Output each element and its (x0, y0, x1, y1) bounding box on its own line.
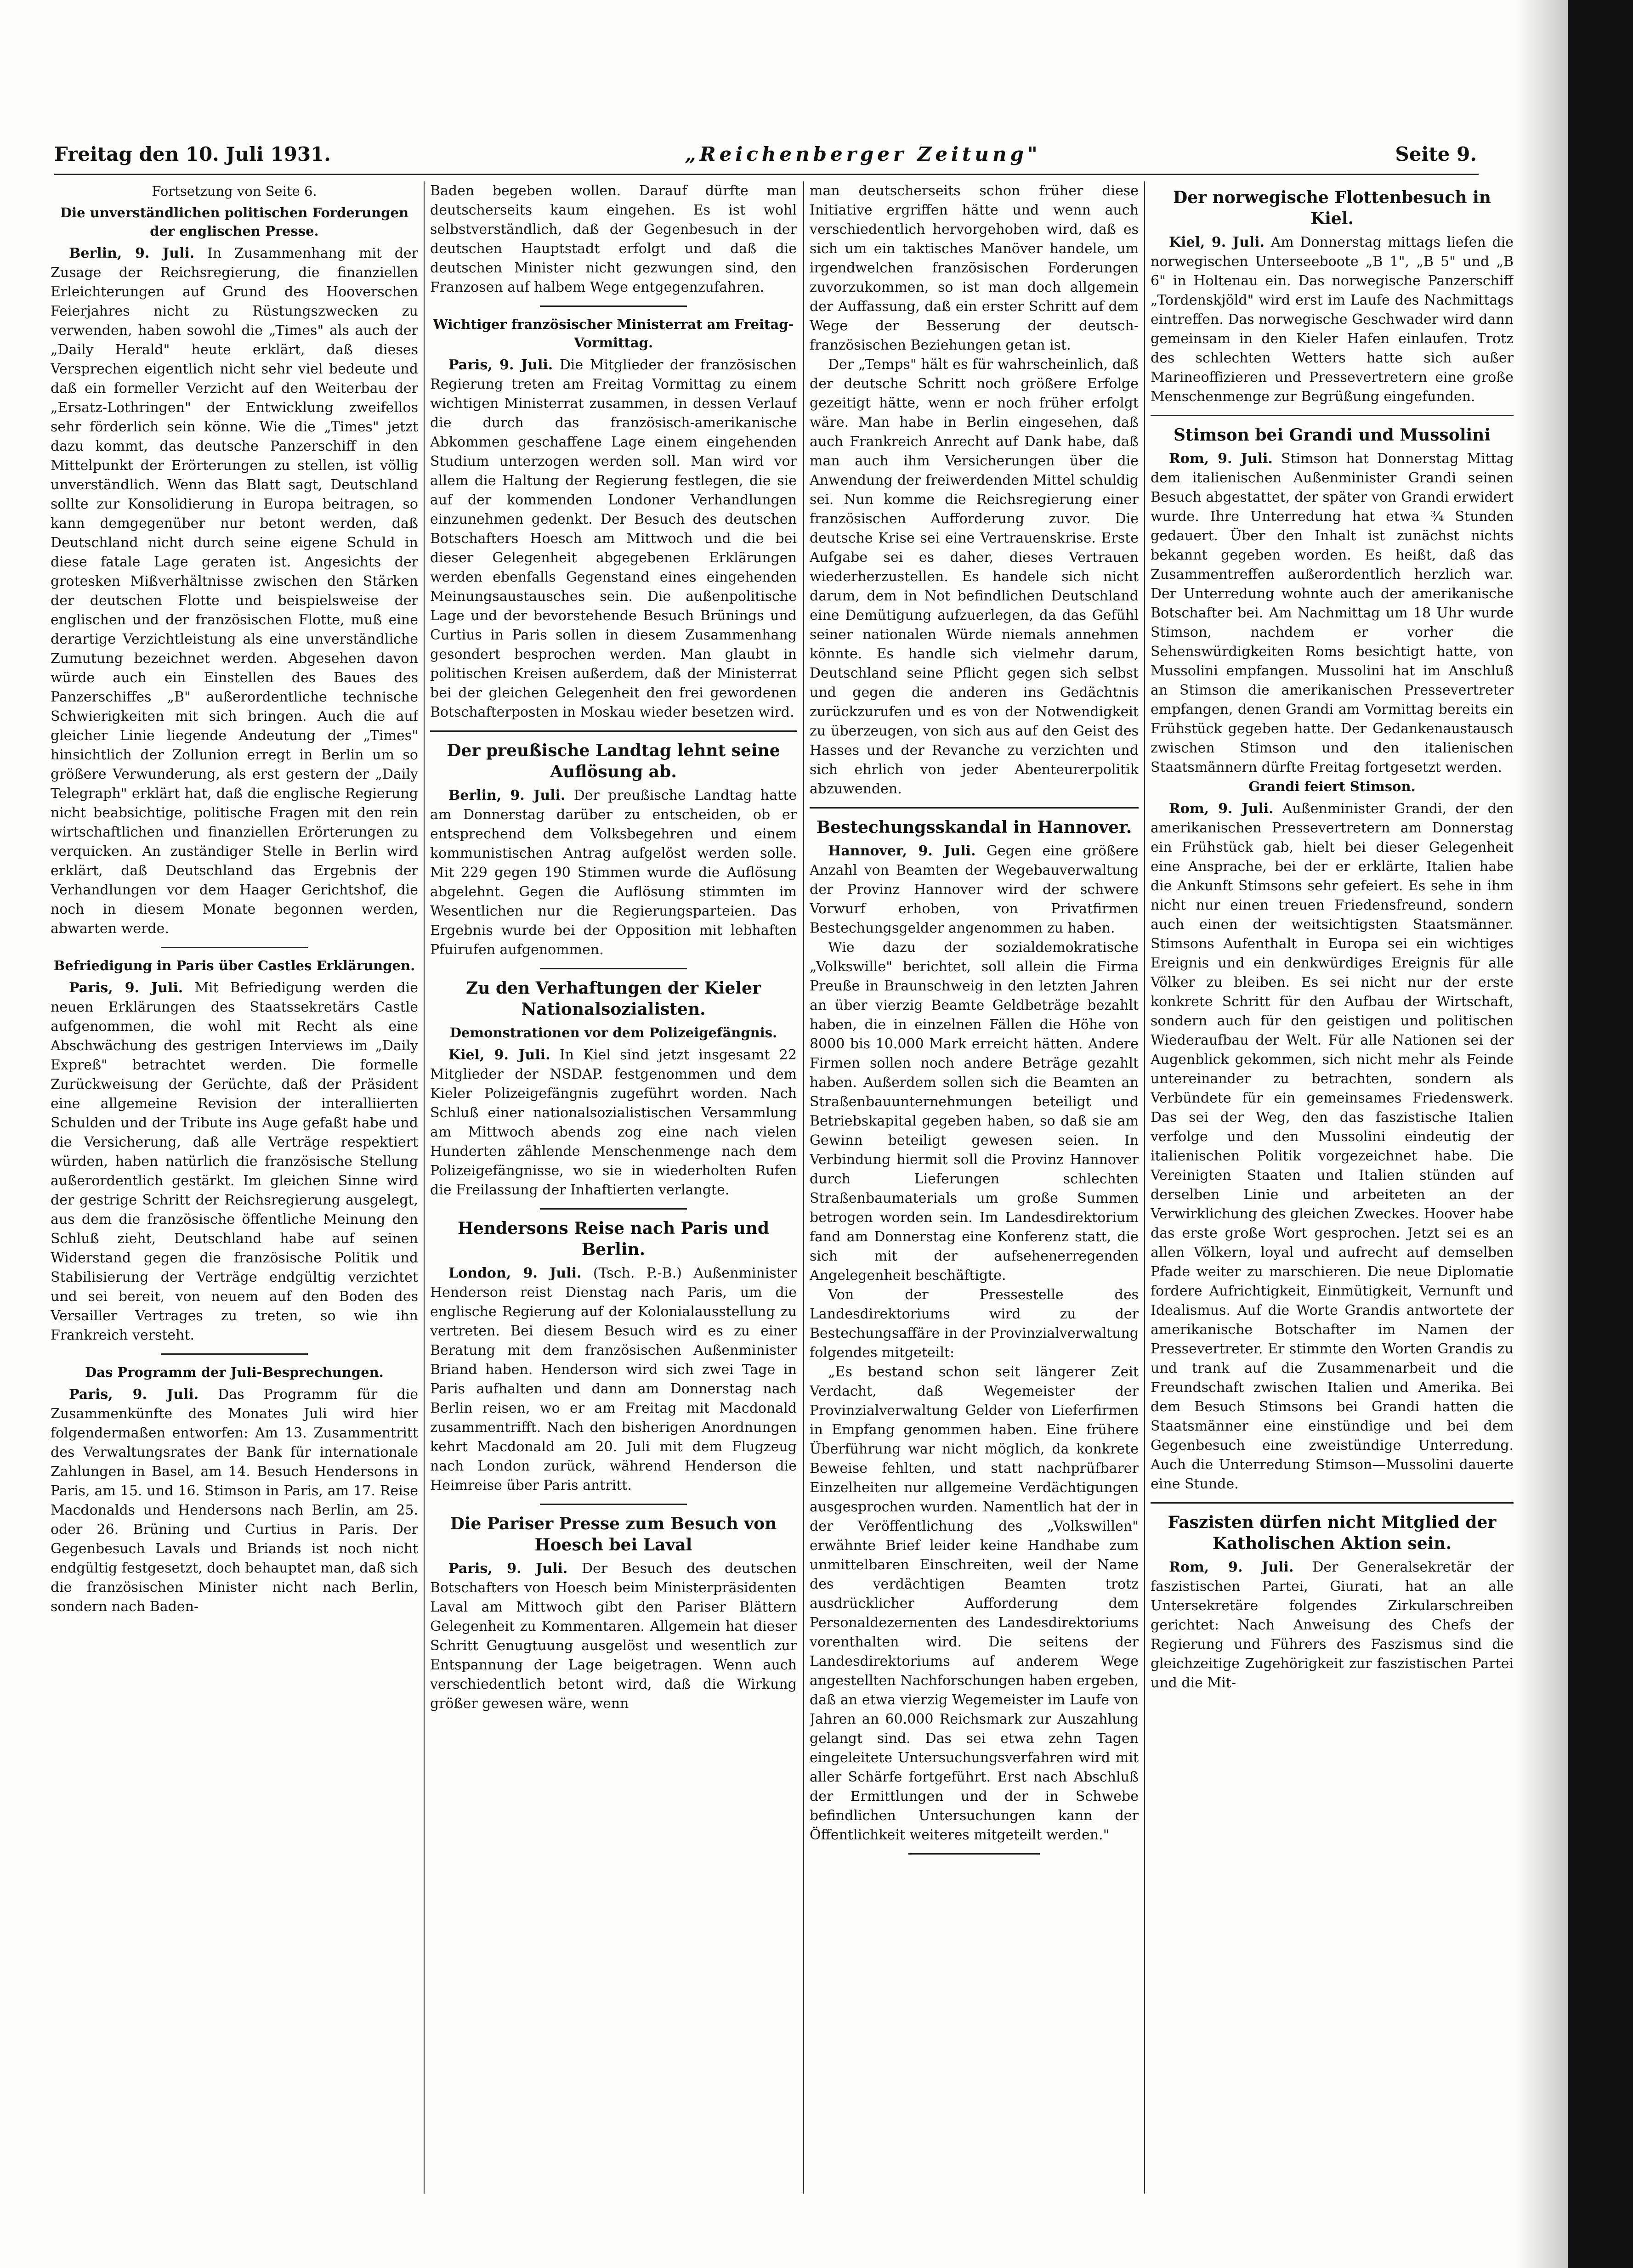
article-headline: Wichtiger französischer Ministerrat am Freitag-Vormittag. (433, 317, 794, 351)
article-headline: Die unverständlichen politischen Forderungen der englischen Presse. (60, 205, 409, 239)
article-text: Gegen eine größere Anzahl von Beamten der Wegebauverwaltung der Provinz Hannover wird der schwere Vorwurf erhoben, von Privatfirmen Bestechungsgelder angenommen zu haben. (810, 843, 1139, 936)
separator (908, 1853, 1040, 1855)
article-dateline: Rom, 9. Juli. (1169, 451, 1273, 467)
article-dateline: Berlin, 9. Juli. (448, 787, 566, 803)
article-dateline: London, 9. Juli. (448, 1265, 582, 1281)
article-paragraph (430, 356, 797, 722)
article-text: Am Donnerstag mittags liefen die norwegischen Unterseeboote „B 1", „B 5" und „B 6" in Holtenau ein. Das norwegische Panzerschiff „Tordenskjöld" wird erst im Laufe des Nachmittags eintreffen. Das norwegische Geschwader wird dann gemeinsam in den Kieler Hafen einlaufen. Trotz des schlechten Wetters hatte sich außer Marineoffizieren und Pressevertretern eine große Menschenmenge zur Begrüßung eingefunden. (1151, 234, 1514, 405)
article-text: Der Besuch des deutschen Botschafters von Hoesch beim Ministerpräsidenten Laval am Mittwoch gibt den Pariser Blättern Gelegenheit zu Kommentaren. Allgemein hat dieser Schritt Genugtuung ausgelöst und wesentlich zur Entspannung der Lage beigetragen. Wenn auch verschiedentlich betont wird, daß die Wirkung größer gewesen wäre, wenn (430, 1561, 797, 1712)
header-paper-name: „Reichenberger Zeitung" (685, 142, 1041, 165)
article-paragraph: „Es bestand schon seit längerer Zeit Verdacht, daß Wegemeister der Provinzialverwaltung Gelder von Lieferfirmen in Empfang genommen haben. Eine frühere Überführung war nicht möglich, da konkrete Beweise fehlten, und statt nachprüfbarer Einzelheiten nur allgemeine Verdächtigungen ausgesprochen wurden. Namentlich hat der in der Veröffentlichung des „Volkswillen" erwähnte Brief leider keine Handhabe zum unmittelbaren Einschreiten, weil der Name des verdächtigen Beamten trotz ausdrücklicher Aufforderung dem Personaldezernenten des Landesdirektoriums vorenthalten wird. Die seitens der Landesdirektoriums auf anderem Wege angestellten Nachforschungen haben ergeben, daß an etwa vierzig Wegemeister im Laufe von Jahren an 60.000 Reichsmark zur Auszahlung gelangt sind. Das sei etwa zehn Tagen eingeleitete Untersuchungsverfahren wird mit aller Schärfe fortgeführt. Erst nach Abschluß der Ermittlungen und der in Schwebe befindlichen Untersuchungen kann der Öffentlichkeit weiteres mitgeteilt werden." (810, 1364, 1139, 1843)
article-dateline: Rom, 9. Juli. (1169, 1559, 1294, 1575)
article-headline: Das Programm der Juli-Besprechungen. (85, 1364, 384, 1380)
article-paragraph: Wie dazu der sozialdemokratische „Volkswille" berichtet, soll allein die Firma Preuße in Braunschweig in den letzten Jahren an über vierzig Beamte Geldbeträge bezahlt haben, die in einzelnen Fällen die Höhe von 8000 bis 10.000 Mark erreicht hätten. Andere Firmen sollen noch andere Beträge gezahlt haben. Außerdem sollen sich die Beamten an Straßenbauunternehmungen beteiligt und Betriebskapital gegeben haben, so daß sie am Gewinn beteiligt gewesen seien. In Verbindung hiermit soll die Provinz Hannover durch Lieferungen schlechten Straßenbaumaterials um große Summen betrogen worden sein. Im Landesdirektorium fand am Donnerstag eine Konferenz statt, die sich mit der aufsehenerregenden Angelegenheit beschäftigte. (810, 939, 1139, 1284)
article-paragraph (430, 1046, 797, 1200)
separator (1151, 415, 1514, 416)
article-text: Der preußische Landtag hatte am Donnerstag darüber zu entscheiden, ob er entsprechend dem Volksbegehren und einem kommunistischen Antrag aufgelöst werden solle. Mit 229 gegen 190 Stimmen wurde die Auflösung abgelehnt. Gegen die Auflösung stimmten im Wesentlichen nur die Regierungsparteien. Das Ergebnis wurde bei der Opposition mit lebhaften Pfuirufen aufgenommen. (430, 787, 797, 958)
column-4 (1151, 181, 1514, 1693)
article-paragraph (51, 1385, 418, 1617)
article-headline: Bestechungsskandal in Hannover. (816, 818, 1132, 837)
article-paragraph: man deutscherseits schon früher diese Initiative ergriffen hätte und wenn auch verschiedentlich hervorgehoben wird, daß es sich um ein taktisches Manöver handele, um irgendwelchen französischen Forderungen zuvorzukommen, so ist man doch allgemein der Auffassung, daß ein erster Schritt auf dem Wege der Besserung der deutsch-französischen Beziehungen getan ist. (810, 183, 1139, 353)
separator (430, 730, 797, 732)
article-text: Außenminister Grandi, der den amerikanischen Pressevertretern am Donnerstag ein Frühstück gab, hielt bei dieser Gelegenheit eine Ansprache, bei der er erklärte, Italien habe die Ankunft Stimsons sehr gefeiert. Es sehe in ihm nicht nur einen treuen Friedensfreund, sondern auch einen der weitsichtigsten Staatsmänner. Stimsons Aufenthalt in Europa sei ein wichtiges Ereignis und ein denkwürdiges Ereignis für alle Völker zu bleiben. Es sei nicht nur der erste konkrete Schritt für den Aufbau der Wirtschaft, sondern auch für den geistigen und politischen Wiederaufbau der Welt. Für alle Nationen sei der Augenblick gekommen, sich nicht mehr als Feinde untereinander zu betrachten, sondern als Verbündete für ein gemeinsames Friedenswerk. Das sei der Weg, den das faszistische Italien verfolge und den Mussolini eindeutig der italienischen Politik vorgezeichnet habe. Die Vereinigten Staaten und Italien stünden auf derselben Linie und arbeiteten an der Verwirklichung des gleichen Zweckes. Hoover habe das erste große Wort gesprochen. Jetzt sei es an allen Völkern, loyal und aufrecht auf demselben Pfade weiter zu marschieren. Die neue Diplomatie fordere Aufrichtigkeit, Einmütigkeit, Vernunft und Idealismus. Auf die Worte Grandis antwortete der amerikanische Botschafter im Namen der Pressevertreter. Er stimmte den Worten Grandis zu und trank auf die Zusammenarbeit und die Freundschaft zwischen Italien und Amerika. Bei dem Besuch Stimsons bei Grandi hatten die Staatsmänner eine einstündige und bei dem Gegenbesuch eine zweistündige Unterredung. Auch die Unterredung Stimson—Mussolini dauerte eine Stunde. (1151, 801, 1514, 1492)
column-1 (51, 181, 418, 1617)
article-paragraph (51, 978, 418, 1345)
article-headline: Befriedigung in Paris über Castles Erklärungen. (53, 958, 415, 973)
separator (810, 807, 1139, 809)
article-text: In Zusammenhang mit der Zusage der Reichsregierung, die finanziellen Erleichterungen auf Grund des Hooverschen Feierjahres nicht zu Rüstungszwecken zu verwenden, haben sowohl die „Times" als auch der „Daily Herald" heute erklärt, daß dieses Versprechen eigentlich nicht sehr viel bedeute und daß ein formeller Verzicht auf den Weiterbau der „Ersatz-Lothringen" der Entwicklung zweifellos sehr förderlich sein könne. Wie die „Times" jetzt dazu kommt, das deutsche Panzerschiff in den Mittelpunkt der Erörterungen zu stellen, ist völlig unverständlich. Wenn das Blatt sagt, Deutschland sollte zur Konsolidierung in Europa beitragen, so kann demgegenüber nur betont werden, daß Deutschland nicht durch seine eigene Schuld in diese fatale Lage geraten ist. Angesichts der grotesken Mißverhältnisse zwischen den Stärken der deutschen Flotte und beispielsweise der englischen und der französischen Flotte, muß eine derartige Verzichtleistung als eine unverständliche Zumutung bezeichnet werden. Abgesehen davon würde auch ein Einstellen des Baues des Panzerschiffes „B" außerordentliche technische Schwierigkeiten mit sich bringen. Auch die auf gleicher Linie liegende Andeutung der „Times" hinsichtlich der Zollunion erregt in Berlin um so größere Verwunderung, als erst gestern der „Daily Telegraph" erklärt hat, daß die englische Regierung nicht beabsichtige, politische Fragen mit den rein wirtschaftlichen und finanziellen Erörterungen zu verquicken. An zuständiger Stelle in Berlin wird erklärt, daß Deutschland das Ergebnis der Verhandlungen vor dem Haager Gerichtshof, die noch in diesem Monate begonnen werden, abwarten werde. (51, 245, 418, 937)
article-headline: Stimson bei Grandi und Mussolini (1173, 425, 1491, 445)
article-headline: Grandi feiert Stimson. (1248, 779, 1416, 794)
separator (161, 1353, 308, 1355)
header-rule (54, 174, 1479, 175)
column-divider (424, 181, 425, 2194)
article-paragraph: Baden begeben wollen. Darauf dürfte man deutscherseits kaum eingehen. Es ist wohl selbstverständlich, daß der Gegenbesuch in der deutschen Hauptstadt erfolgt und daß die deutschen Minister nicht gezwungen sind, den Franzosen auf halbem Wege entgegenzufahren. (430, 183, 797, 295)
article-dateline: Kiel, 9. Juli. (1169, 234, 1265, 250)
article-dateline: Paris, 9. Juli. (69, 980, 183, 996)
column-3 (810, 181, 1139, 1863)
article-headline: Der norwegische Flottenbesuch in Kiel. (1173, 188, 1491, 228)
article-text: Die Mitglieder der französischen Regierung treten am Freitag Vormittag zu einem wichtigen Ministerrat zusammen, in dessen Verlauf die durch das französisch-amerikanische Abkommen geschaffene Lage einem eingehenden Studium unterzogen werden soll. Man wird vor allem die Haltung der Regierung festlegen, die sie auf der kommenden Londoner Verhandlungen einzunehmen gedenkt. Der Besuch des deutschen Botschafters Hoesch am Mittwoch und die bei dieser Gelegenheit abgegebenen Erklärungen werden ebenfalls Gegenstand eines eingehenden Meinungsaustausches sein. Die außenpolitische Lage und der bevorstehende Besuch Brünings und Curtius in Paris sollen in diesem Zusammenhang gesondert besprochen werden. Man glaubt in politischen Kreisen außerdem, daß der Ministerrat bei der gleichen Gelegenheit den frei gewordenen Botschafterposten in Moskau wieder besetzen wird. (430, 357, 797, 720)
separator (540, 305, 686, 307)
separator (540, 1208, 686, 1210)
article-subheadline: Demonstrationen vor dem Polizeigefängnis. (449, 1025, 777, 1041)
scan-border (1568, 0, 1633, 2268)
article-paragraph (430, 786, 797, 960)
article-text: Stimson hat Donnerstag Mittag dem italienischen Außenminister Grandi seinen Besuch abgestattet, der später von Grandi erwidert wurde. Ihre Unterredung hat etwa ¾ Stunden gedauert. Über den Inhalt ist zunächst nichts bekannt gegeben worden. Es heißt, daß das Zusammentreffen außerordentlich herzlich war. Der Unterredung wohnte auch der amerikanische Botschafter bei. Am Nachmittag um 18 Uhr wurde Stimson, nachdem er vorher die Sehenswürdigkeiten Roms besichtigt hatte, von Mussolini empfangen. Mussolini hat im Anschluß an Stimson die amerikanischen Pressevertreter empfangen, denen Grandi am Vormittag bereits ein Frühstück gegeben hatte. Der Gedankenaustausch zwischen Stimson und den italienischen Staatsmännern dürfte Freitag fortgesetzt werden. (1151, 451, 1514, 775)
running-header (54, 138, 1477, 170)
article-dateline: Berlin, 9. Juli. (69, 245, 195, 261)
article-dateline: Paris, 9. Juli. (448, 357, 553, 373)
article-headline: Die Pariser Presse zum Besuch von Hoesch bei Laval (450, 1514, 777, 1555)
article-paragraph (1151, 799, 1514, 1494)
article-text: Der Generalsekretär der faszistischen Partei, Giurati, hat an alle Untersekretäre folgendes Zirkularschreiben gerichtet: Nach Anweisung des Chefs der Regierung und Führers des Faszismus sind die gleichzeitige Zugehörigkeit zur faszistischen Partei und die Mit- (1151, 1559, 1514, 1691)
article-paragraph (1151, 1558, 1514, 1693)
separator (540, 1504, 686, 1505)
article-paragraph (1151, 233, 1514, 407)
article-paragraph: Der „Temps" hält es für wahrscheinlich, daß der deutsche Schritt noch größere Erfolge gezeitigt hätte, wenn er noch früher erfolgt wäre. Man habe in Berlin eingesehen, daß auch Frankreich Anrecht auf Dank habe, daß man auch ihm Versicherungen über die Anwendung der freiwerdenden Mittel schuldig sei. Nun komme die Reichsregierung einer französischen Aufforderung zuvor. Die deutsche Krise sei eine Vertrauenskrise. Erste Aufgabe sei es daher, dieses Vertrauen wiederherzustellen. Es handele sich nicht darum, dem in Not befindlichen Deutschland eine Demütigung aufzuerlegen, da das Gefühl seiner nationalen Würde niemals annehmen könnte. Es handle sich vielmehr darum, Deutschland seine Pflicht gegen sich selbst und gegen die anderen ins Gedächtnis zurückzurufen und es von der Notwendigkeit zu überzeugen, von sich aus auf den Geist des Hasses und der Revanche zu verzichten und sich ehrlich von jeder Abenteurerpolitik abzuwenden. (810, 356, 1139, 797)
article-text: Das Programm für die Zusammenkünfte des Monates Juli wird hier folgendermaßen entworfen: Am 13. Zusammentritt des Verwaltungsrates der Bank für internationale Zahlungen in Basel, am 14. Besuch Hendersons in Paris, am 15. und 16. Stimson in Paris, am 17. Reise Macdonalds und Hendersons nach Berlin, am 25. oder 26. Brüning und Curtius in Paris. Der Gegenbesuch Lavals und Briands ist noch nicht endgültig festgesetzt, doch behauptet man, daß sich die französischen Minister nicht nach Berlin, sondern nach Baden- (51, 1386, 418, 1615)
column-2 (430, 181, 797, 1714)
article-paragraph (1151, 449, 1514, 777)
column-divider (803, 181, 804, 2194)
separator (540, 968, 686, 969)
separator (1151, 1502, 1514, 1504)
article-dateline: Rom, 9. Juli. (1169, 801, 1274, 817)
article-paragraph (430, 1559, 797, 1714)
article-dateline: Paris, 9. Juli. (69, 1386, 199, 1403)
continuation-note: Fortsetzung von Seite 6. (152, 183, 317, 199)
article-headline: Hendersons Reise nach Paris und Berlin. (457, 1219, 770, 1259)
header-date: Freitag den 10. Juli 1931. (54, 142, 331, 165)
article-dateline: Hannover, 9. Juli. (828, 843, 976, 859)
article-dateline: Paris, 9. Juli. (448, 1561, 568, 1577)
article-dateline: Kiel, 9. Juli. (448, 1047, 550, 1063)
column-divider (1144, 181, 1145, 2194)
article-text: Mit Befriedigung werden die neuen Erklärungen des Staatssekretärs Castle aufgenommen, die wohl mit Recht als eine Abschwächung des gestrigen Interviews im „Daily Expreß" betrachtet werden. Die formelle Zurückweisung der Gerüchte, daß der Präsident eine allgemeine Revision der interalliierten Schulden und der Tribute ins Auge gefaßt habe und die Versicherung, daß alle Verträge respektiert würden, haben natürlich die französische Stellung außerordentlich gestärkt. Im gleichen Sinne wird der gestrige Schritt der Reichsregierung ausgelegt, aus dem die französische öffentliche Meinung den Schluß zieht, Deutschland habe auf seinen Widerstand gegen die französische Politik und Stabilisierung der Verträge endgültig verzichtet und sei bereit, von neuem auf den Boden des Versailler Vertrages zu treten, so wie ihn Frankreich versteht. (51, 980, 418, 1343)
article-paragraph: Von der Pressestelle des Landesdirektoriums wird zu der Bestechungsaffäre in der Provinzialverwaltung folgendes mitgeteilt: (810, 1287, 1139, 1361)
header-page-number: Seite 9. (1395, 142, 1477, 165)
article-paragraph (810, 842, 1139, 938)
article-headline: Zu den Verhaftungen der Kieler Nationalsozialisten. (465, 978, 761, 1019)
article-headline: Faszisten dürfen nicht Mitglied der Katholischen Aktion sein. (1168, 1513, 1497, 1553)
article-text: (Tsch. P.-B.) Außenminister Henderson reist Dienstag nach Paris, um die englische Regierung auf der Kolonialausstellung zu vertreten. Bei diesem Besuch wird es zu einer Beratung mit dem französischen Außenminister Briand haben. Henderson wird sich zwei Tage in Paris aufhalten und dann am Donnerstag nach Berlin reisen, wo er am Freitag mit Macdonald zusammentrifft. Nach den bisherigen Anordnungen kehrt Macdonald am 20. Juli mit dem Flugzeug nach London zurück, während Henderson die Heimreise über Paris antritt. (430, 1265, 797, 1493)
article-paragraph (51, 244, 418, 939)
article-paragraph (430, 1264, 797, 1495)
separator (161, 947, 308, 948)
article-text: In Kiel sind jetzt insgesamt 22 Mitglieder der NSDAP. festgenommen und dem Kieler Polizeigefängnis zugeführt worden. Nach Schluß einer nationalsozialistischen Versammlung am Mittwoch abends zog eine nach vielen Hunderten zählende Menschenmenge nach dem Polizeigefängnisse, wo sie in wiederholten Rufen die Freilassung der Inhaftierten verlangte. (430, 1047, 797, 1198)
page-edge-shadow (1515, 0, 1568, 2268)
article-headline: Der preußische Landtag lehnt seine Auflösung ab. (447, 741, 780, 781)
